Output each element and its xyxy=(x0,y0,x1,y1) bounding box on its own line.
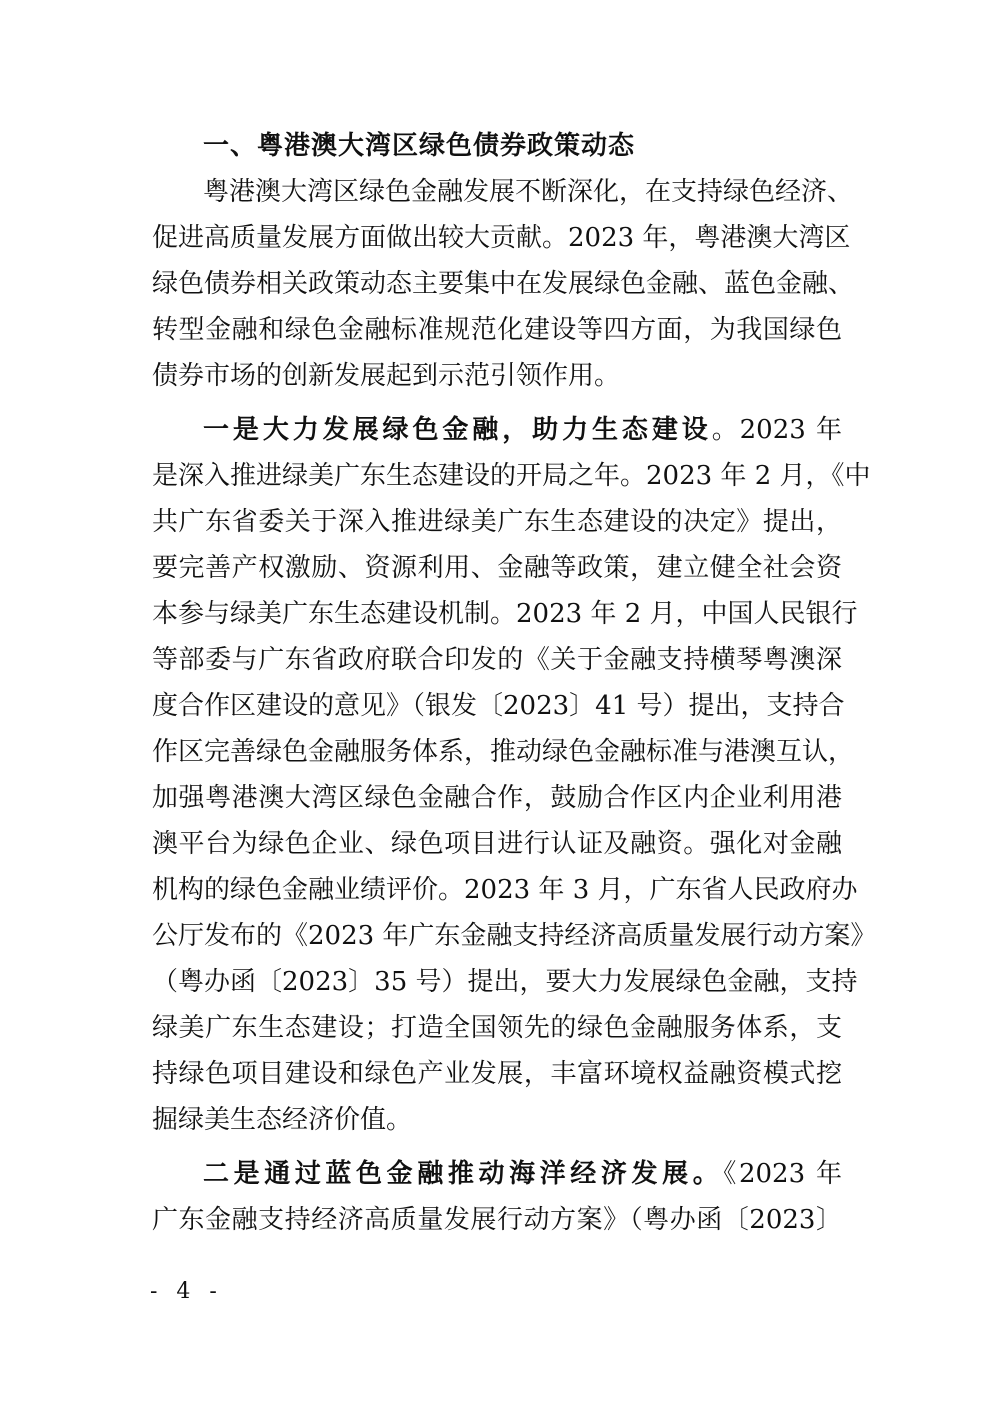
paragraph-line: （粤办函〔2023〕35 号）提出，要大力发展绿色金融，支持 xyxy=(152,967,858,997)
paragraph-line: 绿色债券相关政策动态主要集中在发展绿色金融、蓝色金融、 xyxy=(152,269,855,299)
paragraph-line: 作区完善绿色金融服务体系，推动绿色金融标准与港澳互认， xyxy=(152,737,855,767)
lead-rest-text: 《2023 年 xyxy=(723,1159,842,1189)
paragraph-line: 促进高质量发展方面做出较大贡献。2023 年，粤港澳大湾区 xyxy=(152,223,851,253)
paragraph-line: 广东金融支持经济高质量发展行动方案》（粤办函〔2023〕 xyxy=(152,1205,842,1235)
paragraph-lead-line xyxy=(203,410,842,450)
paragraph-lead-line xyxy=(203,1154,842,1194)
paragraph-line: 持绿色项目建设和绿色产业发展，丰富环境权益融资模式挖 xyxy=(152,1059,842,1089)
paragraph-line: 绿美广东生态建设；打造全国领先的绿色金融服务体系，支 xyxy=(152,1013,842,1043)
paragraph-line: 度合作区建设的意见》（银发〔2023〕41 号）提出，支持合 xyxy=(152,691,845,721)
paragraph-line: 要完善产权激励、资源利用、金融等政策，建立健全社会资 xyxy=(152,553,842,583)
paragraph-line: 机构的绿色金融业绩评价。2023 年 3 月，广东省人民政府办 xyxy=(152,875,858,905)
bold-lead-text: 一是大力发展绿色金融，助力生态建设 xyxy=(203,415,712,445)
paragraph-line: 共广东省委关于深入推进绿美广东生态建设的决定》提出， xyxy=(152,507,842,537)
paragraph-line: 澳平台为绿色企业、绿色项目进行认证及融资。强化对金融 xyxy=(152,829,842,859)
paragraph-line: 掘绿美生态经济价值。 xyxy=(152,1105,413,1135)
paragraph-line: 转型金融和绿色金融标准规范化建设等四方面，为我国绿色 xyxy=(152,315,842,345)
paragraph-line: 等部委与广东省政府联合印发的《关于金融支持横琴粤澳深 xyxy=(152,645,842,675)
section-heading: 一、粤港澳大湾区绿色债券政策动态 xyxy=(203,131,636,161)
page-number: - 4 - xyxy=(150,1279,223,1304)
paragraph-line: 债券市场的创新发展起到示范引领作用。 xyxy=(152,361,621,391)
paragraph-line: 公厅发布的《2023 年广东金融支持经济高质量发展行动方案》 xyxy=(152,921,877,951)
paragraph-line: 是深入推进绿美广东生态建设的开局之年。2023 年 2 月，《中 xyxy=(152,461,871,491)
paragraph-line: 粤港澳大湾区绿色金融发展不断深化，在支持绿色经济、 xyxy=(203,177,854,207)
paragraph-line: 加强粤港澳大湾区绿色金融合作，鼓励合作区内企业利用港 xyxy=(152,783,842,813)
lead-rest-text: 。2023 年 xyxy=(711,415,842,445)
bold-lead-text: 二是通过蓝色金融推动海洋经济发展。 xyxy=(203,1159,724,1189)
paragraph-line: 本参与绿美广东生态建设机制。2023 年 2 月，中国人民银行 xyxy=(152,599,858,629)
